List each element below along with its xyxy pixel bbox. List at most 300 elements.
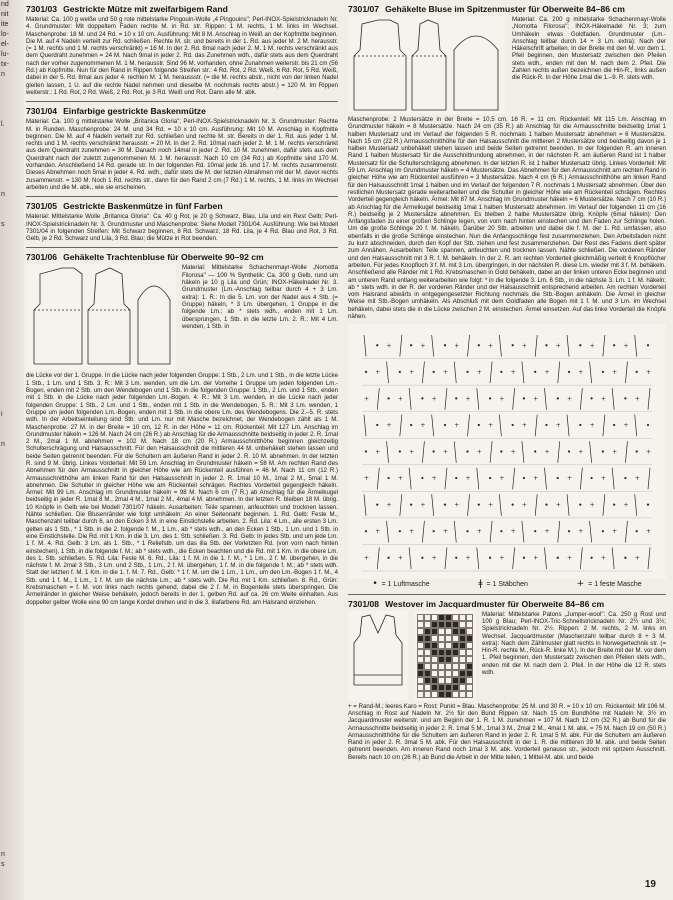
chain-stitch-mark: [647, 424, 649, 426]
treble-stitch-mark: [513, 548, 515, 570]
treble-stitch-mark: [499, 335, 501, 357]
jacquard-cell: [452, 691, 459, 698]
jacquard-cell: [431, 649, 438, 656]
margin-fragment: [0, 840, 24, 850]
margin-fragment: [0, 660, 24, 670]
jacquard-cell: [452, 663, 459, 670]
treble-stitch-icon: ǂ: [478, 579, 483, 590]
section-7301-06: [26, 252, 338, 606]
jacquard-grid: [414, 611, 476, 701]
chain-stitch-icon: •: [372, 579, 378, 590]
jacquard-cell: [445, 628, 452, 635]
margin-fragment: [0, 350, 24, 360]
margin-fragment: [0, 600, 24, 610]
chain-stitch-mark: [613, 344, 615, 346]
section-title: [348, 4, 666, 14]
jacquard-cell: [445, 656, 452, 663]
jacquard-cell: [417, 628, 424, 635]
margin-fragment: [0, 80, 24, 90]
jacquard-cell: [466, 621, 473, 628]
jacquard-cell: [445, 642, 452, 649]
chain-stitch-mark: [568, 451, 570, 453]
treble-stitch-mark: [625, 521, 627, 543]
treble-stitch-mark: [477, 548, 479, 570]
jacquard-cell: [438, 642, 445, 649]
treble-stitch-mark: [580, 468, 582, 490]
treble-stitch-mark: [522, 442, 524, 464]
chain-stitch-mark: [534, 530, 536, 532]
divider: [26, 247, 338, 248]
margin-fragment: [0, 110, 24, 120]
single-stitch-mark: +: [600, 555, 606, 563]
jacquard-cell: [431, 684, 438, 691]
treble-stitch-mark: [477, 468, 479, 490]
treble-stitch-mark: [400, 495, 402, 517]
chain-stitch-mark: [421, 477, 423, 479]
treble-stitch-mark: [400, 415, 402, 437]
margin-fragment: [0, 520, 24, 530]
single-stitch-mark: +: [409, 448, 415, 456]
figure-row: [348, 611, 666, 701]
page-number: 19: [644, 879, 656, 890]
jacquard-cell: [424, 663, 431, 670]
single-stitch-mark: +: [533, 475, 539, 483]
chain-stitch-mark: [466, 371, 468, 373]
margin-fragment: [0, 570, 24, 580]
margin-fragment: n: [1, 191, 5, 198]
jacquard-cell: [438, 684, 445, 691]
legend-label: = 1 feste Masche: [588, 581, 642, 589]
blouse-pattern-drawing: [26, 264, 176, 370]
chain-stitch-mark: [466, 530, 468, 532]
chain-stitch-mark: [489, 477, 491, 479]
margin-fragment: [0, 830, 24, 840]
margin-fragment: s: [1, 221, 5, 228]
single-stitch-mark: +: [634, 555, 640, 563]
treble-stitch-mark: [567, 495, 569, 517]
chain-stitch-mark: [399, 451, 401, 453]
single-stitch-mark: +: [364, 475, 370, 483]
jacquard-cell: [466, 684, 473, 691]
jacquard-cell: [431, 621, 438, 628]
single-stitch-mark: +: [623, 342, 629, 350]
chain-stitch-mark: [421, 398, 423, 400]
single-stitch-mark: +: [375, 369, 381, 377]
single-stitch-mark: +: [454, 501, 460, 509]
single-stitch-mark: +: [612, 448, 618, 456]
chain-stitch-mark: [636, 451, 638, 453]
jacquard-cell: [417, 621, 424, 628]
adjacent-page-margin: [0, 0, 24, 900]
single-stitch-mark: +: [465, 555, 471, 563]
treble-stitch-mark: [499, 495, 501, 517]
section-number: 7301/08: [348, 598, 380, 609]
margin-fragment: [0, 670, 24, 680]
treble-stitch-mark: [590, 442, 592, 464]
single-stitch-mark: +: [476, 448, 482, 456]
lace-blouse-schematic: [348, 16, 506, 114]
single-stitch-mark: +: [465, 395, 471, 403]
single-stitch-mark: +: [555, 501, 561, 509]
jacquard-cell: [431, 670, 438, 677]
chain-stitch-mark: [523, 557, 525, 559]
single-stitch-mark: +: [634, 475, 640, 483]
margin-fragment: [0, 130, 24, 140]
single-stitch-mark: +: [375, 528, 381, 536]
section-7301-05: [26, 201, 338, 242]
single-stitch-mark: +: [555, 422, 561, 430]
single-stitch-icon: +: [576, 579, 585, 590]
treble-stitch-mark: [364, 495, 366, 517]
treble-stitch-mark: [377, 468, 379, 490]
jacquard-cell: [459, 663, 466, 670]
jacquard-cell: [466, 628, 473, 635]
chain-stitch-mark: [365, 451, 367, 453]
margin-fragment: [0, 710, 24, 720]
treble-stitch-mark: [432, 495, 434, 517]
section-number: 7301/04: [26, 106, 58, 117]
margin-fragment: [0, 490, 24, 500]
treble-stitch-mark: [432, 335, 434, 357]
chain-stitch-mark: [455, 557, 457, 559]
section-7301-03: [26, 4, 338, 96]
treble-stitch-mark: [612, 388, 614, 410]
chain-stitch-mark: [387, 398, 389, 400]
chain-stitch-mark: [512, 504, 514, 506]
jacquard-cell: [431, 628, 438, 635]
jacquard-cell: [424, 649, 431, 656]
margin-fragment: [0, 650, 24, 660]
jacquard-cell: [424, 635, 431, 642]
treble-stitch-mark: [535, 415, 537, 437]
treble-stitch-mark: [409, 388, 411, 410]
treble-stitch-mark: [477, 388, 479, 410]
chain-stitch-mark: [444, 344, 446, 346]
chain-stitch-mark: [489, 398, 491, 400]
treble-stitch-mark: [468, 495, 470, 517]
jacquard-cell: [452, 677, 459, 684]
section-body: Material: Ca. 100 g weiße und 50 g rote mittelstarke Pingouin-Wolle „4 Pingouins"; Perl-INOX-Spielstricknadeln Nr. 4. Grundmuster: Mit doppeltem Faden rechte M. in Rd. str. Rippen: 1 M. rechts, 1 M. links im Wechsel. Maschenprobe: 18 M. und 24 Rd. = 10 x 10 cm. Ausführung: Mit 8 M. Anschlag in Weiß an der Kopfmitte beginnen. Die M. auf 4 Nadeln verteilt zur Rd. schließen. Rechte M. str. und bereits in der 1. Rd. aus jeder M. 2 M. herausstr. (= 1 M. rechts und 1 M. rechts verschränkt) = 16 M. In der 2. Rd. 8mal nach jeder 2. M. 1 M. rechts verschränkt aus dem Querdraht zunehmen = 24 M. Nach 9mal in jeder 2. Rd. das Zunehmen wdh., dafür stets aus dem Querdraht nach der vorher zugenommenen M. 1 M. herausstr. Sind 96 M. vorhanden, ohne Zunahmen weiterstr. bis 21 cm (56 Rd.) ab Kopfmitte. Nun für den Rand in Rippen folgende Streifen str.: 4 Rd. Rot, 2 Rd. Weiß, 6 Rd. Rot, 5 Rd. Weiß, dabei in der 5. Rd. 8mal aus jeder 4. rechten M. 1 M. heraussstr. (= die M. rechts abstr., nicht von der linken Nadel gleiten lassen, 1 U. auf die rechte Nadel nehmen und dieselbe M. nochmals rechts abstr.) = 120 M. Im Rippen weiterstr.: 1 Rd. Rot, 2 Rd. Weiß, 2 Rd. Rot, je 3 Rd. Weiß und Rot. Dann alle M. abk.: [26, 16, 338, 96]
chain-stitch-mark: [534, 451, 536, 453]
margin-fragment: [0, 740, 24, 750]
section-title: [26, 252, 338, 262]
single-stitch-mark: +: [544, 448, 550, 456]
margin-fragment: [0, 750, 24, 760]
divider: [348, 594, 666, 595]
right-column: [348, 4, 666, 896]
margin-fragment: [0, 540, 24, 550]
single-stitch-mark: +: [442, 448, 448, 456]
treble-stitch-mark: [364, 335, 366, 357]
jacquard-cell: [417, 684, 424, 691]
margin-fragment: [0, 280, 24, 290]
single-stitch-mark: +: [386, 422, 392, 430]
chain-stitch-mark: [387, 557, 389, 559]
margin-fragment: [0, 590, 24, 600]
chart-legend: [348, 581, 666, 588]
single-stitch-mark: +: [578, 528, 584, 536]
single-stitch-mark: +: [397, 475, 403, 483]
chain-stitch-mark: [410, 424, 412, 426]
treble-stitch-mark: [558, 521, 560, 543]
margin-fragment: [0, 680, 24, 690]
treble-stitch-mark: [468, 335, 470, 357]
treble-stitch-mark: [490, 362, 492, 384]
single-stitch-mark: +: [476, 528, 482, 536]
margin-fragment: [0, 310, 24, 320]
chain-stitch-mark: [545, 424, 547, 426]
single-stitch-mark: +: [420, 342, 426, 350]
margin-fragment: tx-: [1, 61, 9, 68]
treble-stitch-mark: [580, 548, 582, 570]
chain-stitch-mark: [557, 557, 559, 559]
margin-fragment: l.: [1, 121, 5, 128]
single-stitch-mark: +: [521, 342, 527, 350]
jacquard-cell: [445, 649, 452, 656]
section-heading: Gestrickte Mütze mit zweifarbigem Rand: [63, 4, 228, 14]
margin-fragment: [0, 550, 24, 560]
margin-fragment: [0, 460, 24, 470]
legend-item-single: [577, 581, 642, 588]
chain-stitch-mark: [624, 477, 626, 479]
treble-stitch-mark: [445, 388, 447, 410]
chain-stitch-mark: [523, 477, 525, 479]
chain-stitch-mark: [478, 504, 480, 506]
jacquard-cell: [438, 677, 445, 684]
section-body: die Lücke vor der 1. Gruppe. In die Lücke nach jeder folgenden Gruppe: 1 Stb., 2 Lm. und 1 Stb., in die letzte Lücke 1 Stb., 1 Lm. und 1 Stb. 3. R.: Mit 3 Lm. wenden, um die Lm. der Vorreihe 1 Gruppe um jeden folgenden Lm.-Bogen, enden mit 2 Stb. um den Wendebogen und 1 Stb. in die folgenden Gruppe: 1 Stb., 2 Lm. und 1 Stb., enden mit 1 Stb. in die Lücke nach jeder folgenden Lm.-Bogen. 4. R.: Mit 3 Lm. wenden, in die Lücke nach jeder folgenden Gruppe: 1 Stb., 2 Lm. und 1 Stb., enden mit 1 Stb. in die Wendebogen, 5. R.: Mit 3 Lm. wenden, 1 Gruppe um jeden folgenden Lm.-Bogen, enden mit 1 Stb. in die obere Lm. des Wendebogens. Die 2.–5. R. stets wdh. In der Arbeitseinteilung sind Stb. und Lm. nur mit Masche bezeichnet, der Wendebogen zählt als 1 M. Maschenprobe: 27 M. in der Breite = 10 cm, 12 R. in der Höhe = 11 cm. Rückenteil: Mit 127 Lm. Anschlag im Grundmuster häkeln = 126 M. Nach 24 cm (26 R.) ab Anschlag für die Armausschnitte beidseitig in jeder 2. R. 1mal 2 M., 2mal 1 M. abnehmen = 102 M. Nach 18 cm (20 R.) Armausschnitthöhe beginnen gleichzeitig Schulterschrägung und Halsausschnitt. Für den Halsausschnitt die mittleren 44 M. unbehäkelt stehen lassen und beide Seiten getrennt beenden. Für die Schultern am äußeren Rand in jeder 2. R. 10 M. abnehmen. In der letzten R. sind 9 M. übrig. Linkes Vorderteil: Mit 59 Lm. Anschlag im Grundmuster häkeln = 58 M. Am rechten Rand des Abnehmen für den Armausschnitt in gleicher Höhe wie am Rückenteil ausführen = 46 M. Nach 11 cm (12 R.) Armausschnitthöhe am linken Rand für den Halsausschnitt in jeder 2. R. 1mal 10 M., 1mal 2 M., 5mal 1 M. abnehmen. Die Schulter in gleicher Höhe wie am Rückenteil schrägen. Rechtes Vorderteil gegengleich häkeln. Ärmel: Mit 99 Lm. Anschlag im Grundmuster häkeln = 98 M. Nach 6 cm (7 R.) ab Anschlag für die Ärmelkugel beidseitig in jeder R. 1mal 8 M., 2mal 4 M., 1mal 2 M., 4mal 4 M. abnehmen. In der letzten R. bleiben 18 M. übrig. 10 Knöpfe in Gelb wie bei Modell 7301/07 häkeln. Ausarbeiten: Teile spannen, anfeuchten und trocknen lassen. Nähte schließen. Die Blusenränder wie folgt umhäkeln: An einer Seitennaht beginnen. 1. Rd. Gelb: Feste M., Maschenzahl teilbar durch 6, an den Ecken 3 M. in eine Einstichstelle arbeiten. 2. Rd. Lila: 4 Lm., alle ersten 3 Lm. gelten als 1 Stb., * 1 Stb. in die 2. folgende f. M., 1 Lm., ab * stets wdh., an den Ecken 1 Stb., 1 Lm. und 1 Stb. in eine Einstichstelle. Die Rd. mit 1 Km. in die 3. Lm. des 1. Stb. schließen. 3. Rd. Gelb: In jedes Stb. und um jede Lm. 1 f. M. 4. Rd. Gelb: 3 Lm. als 1. Stb., * 1 Reliefstb. um das lila Stb. der Vorletzten Rd. (von vorn nach hinten einstechen), 1 Stb. in die folgende f. M.; ab * stets wdh., die Ecken beachten und die Rd. mit 1 Km. in die obere Lm. des 1. Stb. schließen. 5. Rd. Lila: Feste M. 6. Rd., Lila: 1 f. M. in die 1. f. M., * 1 Lm., 2 f. M. übergehen, in die nächste f. M. 2mal 3 Stb., 3 Lm. und 2 Stb., 1 Lm., 2 f. M. übergehen, 1 f. M. in die folgende f. M.; ab * stets wdh. Statt der letzten f. M. 1 Km. in die 1. f. M. 7. Rd., Gelb: * 1 f. M. um die 1 Lm., 1 Lm., um den Lm.-Bogen 1 f. M., 4 Stb. und 1 f. M., 1 Lm., 1 f. M. um die nächste Lm.; ab * stets wdh. Die Rd. mit 1 Km. schließen. 8. Rd., Grün: Krebsmaschen = f. M. von links nach rechts gehend, dabei die 2 f. M. in Bogenteile stets überspringen. Die Ärmelränder in gleicher Weise behäkeln, jedoch bereits in der 1. gelben Rd. auf ca. 26 cm Weite einhalten. Aus doppelter gelber Wolle eine 90 cm lange Kordel drehen und in die 3. lilafarbene Rd. am Halsrand einziehen.: [26, 372, 338, 606]
jacquard-cell: [431, 656, 438, 663]
jacquard-cell: [466, 663, 473, 670]
section-heading: Gehäkelte Trachtenbluse für Oberweite 90–92 cm: [63, 252, 264, 263]
jacquard-cell: [445, 670, 452, 677]
single-stitch-mark: +: [375, 448, 381, 456]
section-body: + = Rand-M.; leeres Karo = Rost; Punkt = Blau. Maschenprobe: 25 M. und 30 R. = 10 x 10 cm. Rückenteil: Mit 106 M. Anschlag in Rost auf Nadeln Nr. 2½ für den Bund Rippen str. Nach 15 cm Bundhöhe mit Nadeln Nr. 3½ im Jacquardmuster weiterstr. und am Beginn der 1. R. 1 M. zunehmen = 107 M. Nach 12 cm (32 R.) ab Bund für die Armausschnitte beidseitig in jeder 2. R. 1mal 5 M., 1mal 3 M., 2mal 2 M., 4mal 1 M. abk. = 75 M. Nach 19 cm (50 R.) Armausschnitthöhe für die Schultern am äußeren Rand in jeder 2. R. 1mal 5 M. abk. Für die Schultern am äußeren Rand in jeder 2. R. 3mal 5 M. abk. Für den Halsausschnitt in der 1. R. die mittleren 39 M. abk. und beide Seiten getrennt beenden. Am inneren Rand noch 1mal 3 M. abk. Vorderteil genauso str., jedoch mit spitzem Ausschnitt. Bereits nach 10 cm (26 R.) ab Bund die Arbeit in der Mitte teilen, 1 Mittel-M. abk. und beide: [348, 702, 666, 761]
jacquard-cell: [452, 670, 459, 677]
jacquard-cell: [424, 684, 431, 691]
single-stitch-mark: +: [646, 369, 652, 377]
single-stitch-mark: +: [364, 555, 370, 563]
chain-stitch-mark: [579, 344, 581, 346]
jacquard-cell: [466, 642, 473, 649]
jacquard-cell: [445, 614, 452, 621]
chain-stitch-mark: [602, 530, 604, 532]
margin-fragment: nit: [1, 11, 9, 18]
treble-stitch-mark: [580, 388, 582, 410]
jacquard-cell: [438, 670, 445, 677]
jacquard-cell: [424, 691, 431, 698]
jacquard-cell: [424, 621, 431, 628]
jacquard-cell: [417, 642, 424, 649]
treble-stitch-mark: [377, 548, 379, 570]
margin-fragment: [0, 290, 24, 300]
section-heading: Gestrickte Baskenmütze in fünf Farben: [63, 201, 223, 212]
section-body: Maschenprobe: 2 Mustersätze in der Breite = 10,5 cm, 16 R. = 11 cm. Rückenteil: Mit 115 Lm. Anschlag im Grundmuster häkeln = 8 Mustersätze. Nach 24 cm (35 R.) ab Anschlag für die Armausschnitte beidseitig 1mal 1 halben Mustersatz und im Verlauf der folgenden 5 R. nochmals 1 halben Mustersatz abnehmen = 6 Mustersätze. Nach 15 cm (22 R.) Armausschnitthöhe für den Halsausschnitt die mittleren 2 Mustersätze und beidseitig davon je 1 halben Mustersatz unbehäkelt stehen lassen und beide Seiten getrennt beenden. In der folgenden R. am inneren Rand 1 halben Mustersatz für die Ausschnittrundung abnehmen, in der nächsten R. am äußeren Rand ist 1 halber Mustersatz für die Schulterschrägung abnehmen. In der letzten R. ist 1 halber Mustersatz übrig. Linkes Vorderteil: Mit 59 Lm. Anschlag im Grundmuster häkeln = 4 Mustersätze. Das Abnehmen für den Armausschnitt am rechten Rand in gleicher Höhe wie am Rückenteil ausführen = 3 Mustersätze. Nach 4 cm (6 R.) Armausschnitthöhe am linken Rand für den Halsausschnitt 1mal 1 halben und im Verlauf der folgenden 7 R. nochmals 1 Mustersatz abnehmen. Über den restlichen Mustersatz gerade weiterarbeiten und die Schulter in gleicher Höhe wie am Rückenteil schrägen. Rechtes Vorderteil gegengleich häkeln. Ärmel: Mit 87 M. Anschlag im Grundmuster häkeln = 6 Mustersätze. Nach 7 cm (10 R.) ab Anschlag für die Ärmelkugel beidseitig 1mal 1 halben Mustersatz abnehmen. Im Verlauf der folgenden 11 cm (16 R.) beidseitig je 2 Mustersätze abnehmen. Es bleiben 2 halbe Mustersätze übrig. Knöpfe (6mal häkeln): Den Anfangsfaden zu einer großen Schlinge legen, von vorn nach hinten einstechen und den Faden zur Schlinge holen. Um die große Schlinge 20 f. M. häkeln. Darüber 20 Stb. arbeiten und dabei die f. M. der 1. Rd. umfassen, also ebenfalls in die große Schlinge einstechen. Nun die Anfangsschlinge fest zusammenziehen. Den Arbeitsfaden nicht zu kurz abschneiden, durch den Kopf der Stb. ziehen und fest zusammenziehen. Der Rest des Fadens dient später zum Annähen. Ausarbeiten: Teile spannen, anfeuchten und trocknen lassen. Nähte schließen. Die vorderen Ränder und den Halsausschnitt mit 3 R. f. M. behäkeln. In der 2. R. am rechten Vorderteil gleichmäßig verteilt 6 Knopflöcher arbeiten. Für jedes Knopfloch 3 f. M. mit 3 Lm. übergringen, in der nächsten R. diese Lm. wieder mit 3 f. M. behäkeln. Anschließend alle Ränder mit 1 Rd. Krebsmaschen in Gold behäkeln, dabei an der linken unteren Ecke beginnen und am unteren Rand entlang weiterarbeiten wie folgt: * in die folgende 3. Lm. 6 Stb., in die nächste 3. Lm. 1 f. M. häkeln; ab * stets wdh. in der R. der vorderen Ränder und der Halsausschnitt entsprechend arbeiten. Am rechten Vorderteil vom Halsrand abwärts in entgegengesetzter Richtung nochmals die Stb.-Bogen anhäkeln. Die Ärmel in gleicher Weise mit Stb.-Bogen umhäkeln. Als Abschluß mit dem Goldfaden alle Bogen mit 1 f. M. und 3 Lm. im Wechsel behäkeln, dabei stets die in die Lücke zwischen 2 M. einstechen. Ärmel einsetzen. Auf das linke Vorderteil die Knöpfe nähen.: [348, 116, 666, 321]
chain-stitch-mark: [624, 557, 626, 559]
jacquard-chart: [417, 614, 473, 698]
treble-stitch-mark: [499, 415, 501, 437]
jacquard-cell: [438, 635, 445, 642]
margin-fragment: [0, 270, 24, 280]
single-stitch-mark: +: [397, 395, 403, 403]
jacquard-cell: [452, 621, 459, 628]
section-7301-07: [348, 4, 666, 589]
jacquard-cell: [459, 628, 466, 635]
chain-stitch-mark: [512, 424, 514, 426]
treble-stitch-mark: [535, 335, 537, 357]
section-7301-04: [26, 106, 338, 191]
section-intro: Material: Mittelstarke Schachenmayr-Wolle „Nomotta Filorosa" — 100 % Synthetik: Ca. 300 g Gelb, rund um häkeln je 10 g Lila und Grün; INOX-Häkelnadel Nr. 3. Grundmuster (Lm.-Anschlag teilbar durch 4 + 3 Lm. extra): 1. R.: In die 5. Lm. von der Nadel aus 4 Stb. (= Gruppe) häkeln, * 3 Lm. übergehen, 1 Gruppe in die folgende Lm.; ab * stets wdh., enden mit 1 Lm. übersprungen, 1 Stb. in die letzte Lm. 2. R.: Mit 4 Lm. wenden, 1 Stb. in: [182, 264, 338, 330]
single-stitch-mark: +: [567, 395, 573, 403]
margin-fragment: [0, 640, 24, 650]
chain-stitch-mark: [568, 371, 570, 373]
chain-stitch-mark: [602, 371, 604, 373]
single-stitch-mark: +: [488, 342, 494, 350]
treble-stitch-mark: [468, 415, 470, 437]
treble-stitch-mark: [387, 362, 389, 384]
jacquard-cell: [424, 614, 431, 621]
single-stitch-mark: +: [397, 555, 403, 563]
margin-fragment: [0, 730, 24, 740]
jacquard-cell: [431, 614, 438, 621]
jacquard-cell: [466, 614, 473, 621]
margin-fragment: [0, 690, 24, 700]
chain-stitch-mark: [387, 477, 389, 479]
treble-stitch-mark: [387, 521, 389, 543]
margin-fragment: [0, 370, 24, 380]
margin-fragment: [0, 560, 24, 570]
chain-stitch-mark: [602, 451, 604, 453]
jacquard-cell: [466, 677, 473, 684]
treble-stitch-mark: [567, 335, 569, 357]
chain-stitch-mark: [500, 451, 502, 453]
treble-stitch-mark: [648, 388, 650, 410]
margin-fragment: s: [1, 861, 5, 868]
margin-fragment: [0, 700, 24, 710]
left-column: [26, 4, 338, 896]
jacquard-cell: [417, 635, 424, 642]
jacquard-cell: [459, 642, 466, 649]
margin-fragment: [0, 230, 24, 240]
single-stitch-mark: +: [386, 342, 392, 350]
treble-stitch-mark: [535, 495, 537, 517]
jacquard-cell: [445, 663, 452, 670]
jacquard-cell: [452, 614, 459, 621]
single-stitch-mark: +: [499, 475, 505, 483]
chain-stitch-mark: [489, 557, 491, 559]
jacquard-cell: [445, 621, 452, 628]
single-stitch-mark: +: [442, 369, 448, 377]
treble-stitch-mark: [454, 362, 456, 384]
chain-stitch-mark: [613, 424, 615, 426]
jacquard-cell: [438, 656, 445, 663]
single-stitch-mark: +: [442, 528, 448, 536]
jacquard-cell: [459, 677, 466, 684]
legend-item-chain: [372, 581, 429, 588]
single-stitch-mark: +: [488, 422, 494, 430]
margin-fragment: [0, 210, 24, 220]
treble-stitch-mark: [522, 521, 524, 543]
jacquard-cell: [452, 628, 459, 635]
single-stitch-mark: +: [612, 369, 618, 377]
treble-stitch-mark: [603, 415, 605, 437]
single-stitch-mark: +: [431, 395, 437, 403]
treble-stitch-mark: [513, 388, 515, 410]
single-stitch-mark: +: [589, 501, 595, 509]
single-stitch-mark: +: [409, 528, 415, 536]
section-heading: Westover im Jacquardmuster für Oberweite 84–86 cm: [385, 598, 605, 609]
section-title: [26, 4, 338, 14]
section-body: Material: Mittelstarke Wolle „Britanica Gloria": Ca. 40 g Rot, je 20 g Schwarz, Blau, Lila und ein Rest Gelb; Perl-INOX-Spielstricknadeln Nr. 3. Grundmuster und Maschenprobe: Siehe Modell 7301/04. Ausführung: Wie bei Modell 7301/04 in folgenden Streifen: Mit Schwarz beginnen, 8 Rd. Schwarz, 18 Rd. Lila, je 4 Rd. Blau und Rot, 3 Rd. Gelb, je 2 Rd. Schwarz und Lila, 3 Rd. Blau; die Mütze in Rot beenden.: [26, 213, 338, 243]
treble-stitch-mark: [625, 442, 627, 464]
jacquard-cell: [424, 642, 431, 649]
chain-stitch-mark: [433, 451, 435, 453]
margin-fragment: [0, 450, 24, 460]
jacquard-cell: [417, 649, 424, 656]
jacquard-cell: [424, 677, 431, 684]
margin-fragment: [0, 500, 24, 510]
chain-stitch-mark: [444, 504, 446, 506]
chain-stitch-mark: [500, 371, 502, 373]
legend-label: = 1 Stäbchen: [486, 581, 528, 589]
jacquard-cell: [417, 691, 424, 698]
jacquard-cell: [424, 656, 431, 663]
treble-stitch-mark: [400, 335, 402, 357]
single-stitch-mark: +: [578, 448, 584, 456]
treble-stitch-mark: [454, 521, 456, 543]
section-7301-08: [348, 599, 666, 761]
treble-stitch-mark: [422, 521, 424, 543]
single-stitch-mark: +: [488, 501, 494, 509]
treble-stitch-mark: [590, 362, 592, 384]
single-stitch-mark: +: [510, 528, 516, 536]
treble-stitch-mark: [558, 362, 560, 384]
jacquard-cell: [424, 628, 431, 635]
single-stitch-mark: +: [589, 422, 595, 430]
margin-fragment: [0, 170, 24, 180]
chain-stitch-mark: [545, 504, 547, 506]
jacquard-cell: [445, 635, 452, 642]
section-number: 7301/03: [26, 4, 58, 14]
section-number: 7301/06: [26, 252, 58, 263]
westover-schematic: [348, 611, 408, 701]
chain-stitch-mark: [636, 371, 638, 373]
chain-stitch-mark: [421, 557, 423, 559]
single-stitch-mark: +: [499, 395, 505, 403]
treble-stitch-mark: [648, 468, 650, 490]
margin-fragment: lo-: [1, 31, 9, 38]
treble-stitch-mark: [612, 468, 614, 490]
jacquard-cell: [431, 635, 438, 642]
treble-stitch-mark: [490, 521, 492, 543]
jacquard-cell: [438, 691, 445, 698]
treble-stitch-mark: [603, 335, 605, 357]
single-stitch-mark: +: [454, 342, 460, 350]
margin-fragment: [0, 360, 24, 370]
jacquard-cell: [438, 628, 445, 635]
jacquard-cell: [417, 670, 424, 677]
margin-fragment: [0, 800, 24, 810]
margin-fragment: [0, 420, 24, 430]
chain-stitch-mark: [647, 344, 649, 346]
section-heading: Einfarbige gestrickte Baskenmütze: [63, 106, 206, 117]
single-stitch-mark: +: [420, 422, 426, 430]
single-stitch-mark: +: [567, 555, 573, 563]
figure-row: [348, 16, 666, 114]
margin-fragment: [0, 610, 24, 620]
chain-stitch-mark: [444, 424, 446, 426]
treble-stitch-mark: [454, 442, 456, 464]
jacquard-cell: [452, 642, 459, 649]
